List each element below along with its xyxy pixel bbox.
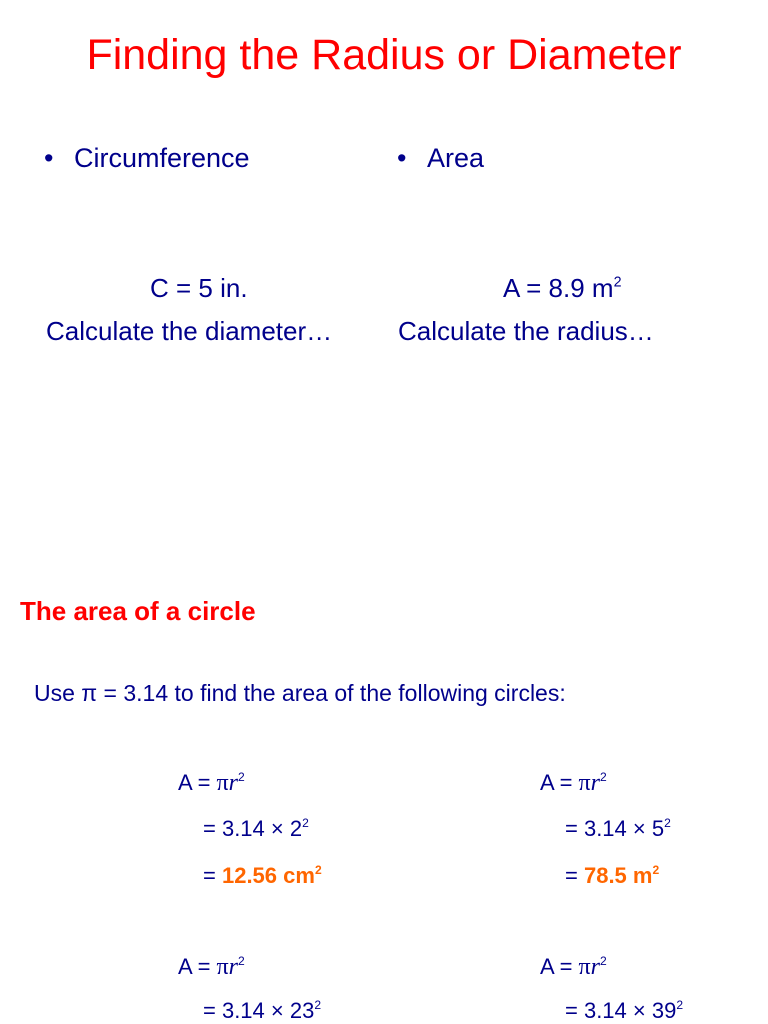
r-symbol: r — [228, 954, 239, 980]
superscript: 2 — [664, 815, 671, 830]
formula-line — [178, 771, 245, 795]
step-text: = 3.14 × 23 — [203, 998, 315, 1023]
answer-text: 12.56 cm — [221, 863, 315, 888]
answer-line — [565, 862, 660, 888]
pi-symbol: π — [216, 954, 229, 980]
formula-lhs: A = — [540, 770, 579, 795]
superscript: 2 — [600, 769, 607, 784]
prompt-diameter: Calculate the diameter… — [46, 316, 333, 346]
superscript: 2 — [652, 862, 660, 877]
pi-symbol: π — [578, 770, 591, 796]
superscript: 2 — [613, 274, 622, 291]
formula-pi-r — [217, 954, 238, 980]
step-line — [203, 997, 322, 1023]
pi-symbol: π — [578, 954, 591, 980]
superscript: 2 — [314, 997, 322, 1012]
formula-line — [540, 771, 607, 795]
formula-pi-r — [217, 770, 238, 796]
formula-pi-r — [579, 954, 600, 980]
formula-lhs: A = — [178, 770, 217, 795]
answer-value — [222, 863, 322, 888]
given-circumference: C = 5 in. — [150, 273, 248, 303]
superscript: 2 — [238, 953, 245, 968]
superscript: 2 — [314, 862, 322, 877]
given-area-text: A = 8.9 m — [503, 273, 614, 303]
given-area — [503, 275, 622, 301]
formula-lhs: A = — [540, 954, 579, 979]
r-symbol: r — [590, 770, 601, 796]
bullet-area — [397, 145, 484, 172]
formula-pi-r — [579, 770, 600, 796]
formula-line — [540, 955, 607, 979]
answer-prefix: = — [203, 863, 222, 888]
answer-prefix: = — [565, 863, 584, 888]
superscript: 2 — [238, 769, 245, 784]
bullet-circumference — [44, 145, 250, 172]
answer-value — [584, 863, 659, 888]
superscript: 2 — [600, 953, 607, 968]
step-line — [565, 815, 671, 841]
instruction-text: Use π = 3.14 to find the area of the following circles: — [34, 680, 566, 706]
bullet-label: Circumference — [74, 143, 250, 173]
r-symbol: r — [228, 770, 239, 796]
step-text: = 3.14 × 2 — [203, 816, 303, 841]
superscript: 2 — [676, 997, 684, 1012]
formula-lhs: A = — [178, 954, 217, 979]
step-line — [203, 815, 309, 841]
step-text: = 3.14 × 5 — [565, 816, 665, 841]
pi-symbol: π — [216, 770, 229, 796]
bullet-dot-icon: • — [44, 143, 54, 173]
section-title: The area of a circle — [20, 596, 256, 626]
r-symbol: r — [590, 954, 601, 980]
step-text: = 3.14 × 39 — [565, 998, 677, 1023]
slide-title: Finding the Radius or Diameter — [86, 31, 682, 79]
superscript: 2 — [302, 815, 309, 830]
answer-line — [203, 862, 322, 888]
prompt-radius: Calculate the radius… — [398, 316, 654, 346]
formula-line — [178, 955, 245, 979]
bullet-label: Area — [427, 143, 485, 173]
bullet-dot-icon: • — [397, 143, 407, 173]
step-line — [565, 997, 684, 1023]
answer-text: 78.5 m — [583, 863, 653, 888]
